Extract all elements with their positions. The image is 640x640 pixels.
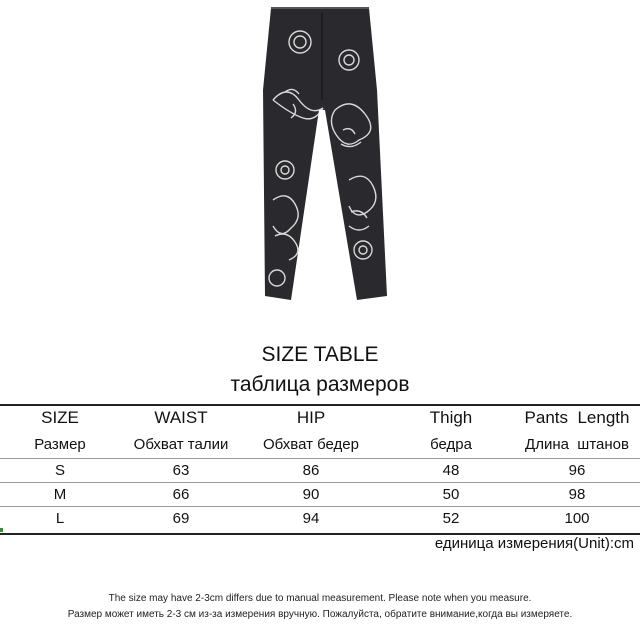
thigh-cell: 52 xyxy=(442,510,460,527)
column-header-pants-length: Pants Length xyxy=(524,408,630,427)
row-divider xyxy=(0,482,640,483)
table-top-border xyxy=(0,404,640,406)
waist-cell: 69 xyxy=(172,510,190,527)
size-table-title-en: SIZE TABLE xyxy=(261,343,379,366)
hip-cell: 90 xyxy=(302,486,320,503)
row-divider xyxy=(0,506,640,507)
column-header-thigh: Thigh xyxy=(429,408,473,427)
column-header-size: SIZE xyxy=(41,408,79,427)
size-cell: L xyxy=(55,510,65,527)
product-image xyxy=(245,0,395,318)
measurement-note-ru: Размер может иметь 2-3 см из-за измерения вручную. Пожалуйста, обратите внимание,когда вы измеряете. xyxy=(67,609,573,620)
waist-cell: 63 xyxy=(172,462,190,479)
pants-length-cell: 96 xyxy=(568,462,586,479)
hip-cell: 86 xyxy=(302,462,320,479)
column-header-thigh-ru: бедра xyxy=(430,436,472,453)
thigh-cell: 50 xyxy=(442,486,460,503)
size-cell: S xyxy=(54,462,66,479)
hip-cell: 94 xyxy=(302,510,320,527)
column-header-hip: HIP xyxy=(296,408,326,427)
thigh-cell: 48 xyxy=(442,462,460,479)
column-header-waist: WAIST xyxy=(154,408,208,427)
pants-length-cell: 98 xyxy=(568,486,586,503)
corner-mark xyxy=(0,528,3,532)
measurement-unit: единица измерения(Unit):cm xyxy=(434,535,634,552)
column-header-waist-ru: Обхват талии xyxy=(133,436,229,453)
column-header-pants-length-ru: Длина штанов xyxy=(525,436,629,453)
column-header-hip-ru: Обхват бедер xyxy=(263,436,359,453)
measurement-note-en: The size may have 2-3cm differs due to manual measurement. Please note when you measure. xyxy=(108,593,532,604)
pants-length-cell: 100 xyxy=(564,510,590,527)
size-table-title-ru: таблица размеров xyxy=(230,373,410,396)
column-header-size-ru: Размер xyxy=(34,436,86,453)
waist-cell: 66 xyxy=(172,486,190,503)
row-divider xyxy=(0,458,640,459)
size-cell: M xyxy=(53,486,67,503)
